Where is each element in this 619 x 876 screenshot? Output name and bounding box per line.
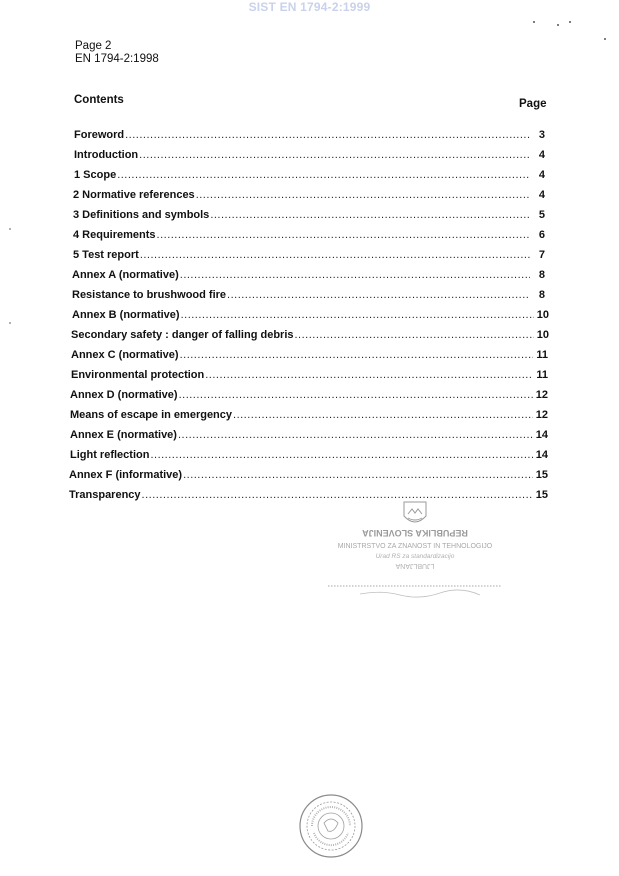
toc-entry-label: Annex C (normative) <box>71 349 179 361</box>
toc-entry-label: 5 Test report <box>73 249 139 261</box>
toc-entry-page: 4 <box>538 189 545 201</box>
toc-entry[interactable] <box>73 208 545 222</box>
toc-entry-page: 4 <box>538 149 545 161</box>
toc-entry-label: 3 Definitions and symbols <box>73 209 210 221</box>
stamp-line-1: REPUBLIKA SLOVENIJA <box>362 528 468 538</box>
toc-entry-label: Annex A (normative) <box>72 269 179 281</box>
stamp-line-2: MINISTRSTVO ZA ZNANOST IN TEHNOLOGIJO <box>337 543 493 550</box>
toc-entry[interactable] <box>70 448 548 462</box>
toc-entry[interactable] <box>72 308 549 322</box>
toc-entry-page: 11 <box>536 369 548 381</box>
toc-entry-page: 4 <box>538 169 545 181</box>
toc-entry-page: 14 <box>535 429 548 441</box>
toc-entry-page: 12 <box>535 389 548 401</box>
toc-entry-label: Light reflection <box>70 449 150 461</box>
toc-entry-label: Secondary safety : danger of falling debris <box>71 329 294 341</box>
page-header <box>75 40 159 66</box>
toc-entry-page: 10 <box>536 309 549 321</box>
toc-entry[interactable] <box>71 328 549 342</box>
toc-entry-label: 2 Normative references <box>73 189 195 201</box>
watermark: SIST EN 1794-2:1999 <box>248 0 371 14</box>
coat-of-arms-icon <box>404 502 426 522</box>
toc-entry-page: 11 <box>536 349 548 361</box>
toc-leader-dots <box>125 128 530 142</box>
toc-entry-label: Annex E (normative) <box>70 429 177 441</box>
toc-entry[interactable] <box>70 408 548 422</box>
toc-entry[interactable] <box>72 268 545 282</box>
scan-speck <box>9 228 11 230</box>
toc-entry[interactable] <box>70 428 548 442</box>
toc-leader-dots <box>205 368 533 382</box>
toc-entry[interactable] <box>74 128 545 142</box>
toc-entry[interactable] <box>72 288 545 302</box>
standard-number: EN 1794-2:1998 <box>75 53 159 65</box>
page-column-heading: Page <box>519 98 547 110</box>
toc-entry-page: 7 <box>538 249 545 261</box>
toc-leader-dots <box>117 168 530 182</box>
toc-entry-label: 4 Requirements <box>73 229 156 241</box>
signature-scribble <box>360 590 480 597</box>
toc-leader-dots <box>178 428 533 442</box>
toc-entry[interactable] <box>71 348 548 362</box>
toc-leader-dots <box>180 348 533 362</box>
toc-entry[interactable] <box>74 148 545 162</box>
contents-title: Contents <box>74 94 124 106</box>
page-number-label: Page 2 <box>75 40 112 52</box>
toc-leader-dots <box>150 448 533 462</box>
toc-leader-dots <box>140 248 530 262</box>
toc-entry-label: Environmental protection <box>71 369 205 381</box>
toc-entry-page: 14 <box>535 449 548 461</box>
toc-entry-label: Transparency <box>69 489 141 501</box>
toc-entry[interactable] <box>74 168 545 182</box>
toc-entry[interactable] <box>69 468 548 482</box>
round-seal-icon <box>298 793 364 859</box>
toc-leader-dots <box>227 288 530 302</box>
scan-speck <box>569 21 571 23</box>
toc-leader-dots <box>139 148 530 162</box>
toc-leader-dots <box>181 308 534 322</box>
toc-entry-label: Annex F (informative) <box>69 469 183 481</box>
toc-leader-dots <box>180 268 530 282</box>
toc-entry-page: 8 <box>538 269 545 281</box>
toc-entry[interactable] <box>73 188 545 202</box>
scan-speck <box>604 38 606 40</box>
toc-entry-label: Foreword <box>74 129 125 141</box>
toc-entry-label: Annex D (normative) <box>70 389 178 401</box>
toc-leader-dots <box>233 408 533 422</box>
toc-entry-page: 15 <box>535 469 548 481</box>
toc-leader-dots <box>196 188 530 202</box>
stamp-line-4: LJUBLJANA <box>395 562 435 569</box>
scan-speck <box>9 322 11 324</box>
toc-entry[interactable] <box>71 368 548 382</box>
toc-leader-dots <box>179 388 533 402</box>
toc-entry-page: 12 <box>535 409 548 421</box>
toc-entry-page: 6 <box>538 229 545 241</box>
toc-entry-label: Introduction <box>74 149 139 161</box>
toc-entry[interactable] <box>73 248 545 262</box>
official-stamp <box>320 498 510 606</box>
toc-entry-page: 5 <box>538 209 545 221</box>
toc-entry[interactable] <box>73 228 545 242</box>
toc-entry-label: Annex B (normative) <box>72 309 180 321</box>
toc-entry-label: Resistance to brushwood fire <box>72 289 227 301</box>
toc-entry-label: Means of escape in emergency <box>70 409 233 421</box>
toc-entry-page: 8 <box>538 289 545 301</box>
toc-leader-dots <box>157 228 530 242</box>
toc-entry-page: 15 <box>535 489 548 501</box>
stamp-line-3: Urad RS za standardizacijo <box>375 553 455 560</box>
scan-speck <box>533 21 535 23</box>
toc-leader-dots <box>295 328 535 342</box>
toc-entry-page: 10 <box>536 329 549 341</box>
toc-leader-dots <box>183 468 533 482</box>
toc-entry[interactable] <box>70 388 548 402</box>
scan-speck <box>557 24 559 26</box>
toc-leader-dots <box>210 208 530 222</box>
toc-entry-label: 1 Scope <box>74 169 117 181</box>
toc-entry-page: 3 <box>538 129 545 141</box>
